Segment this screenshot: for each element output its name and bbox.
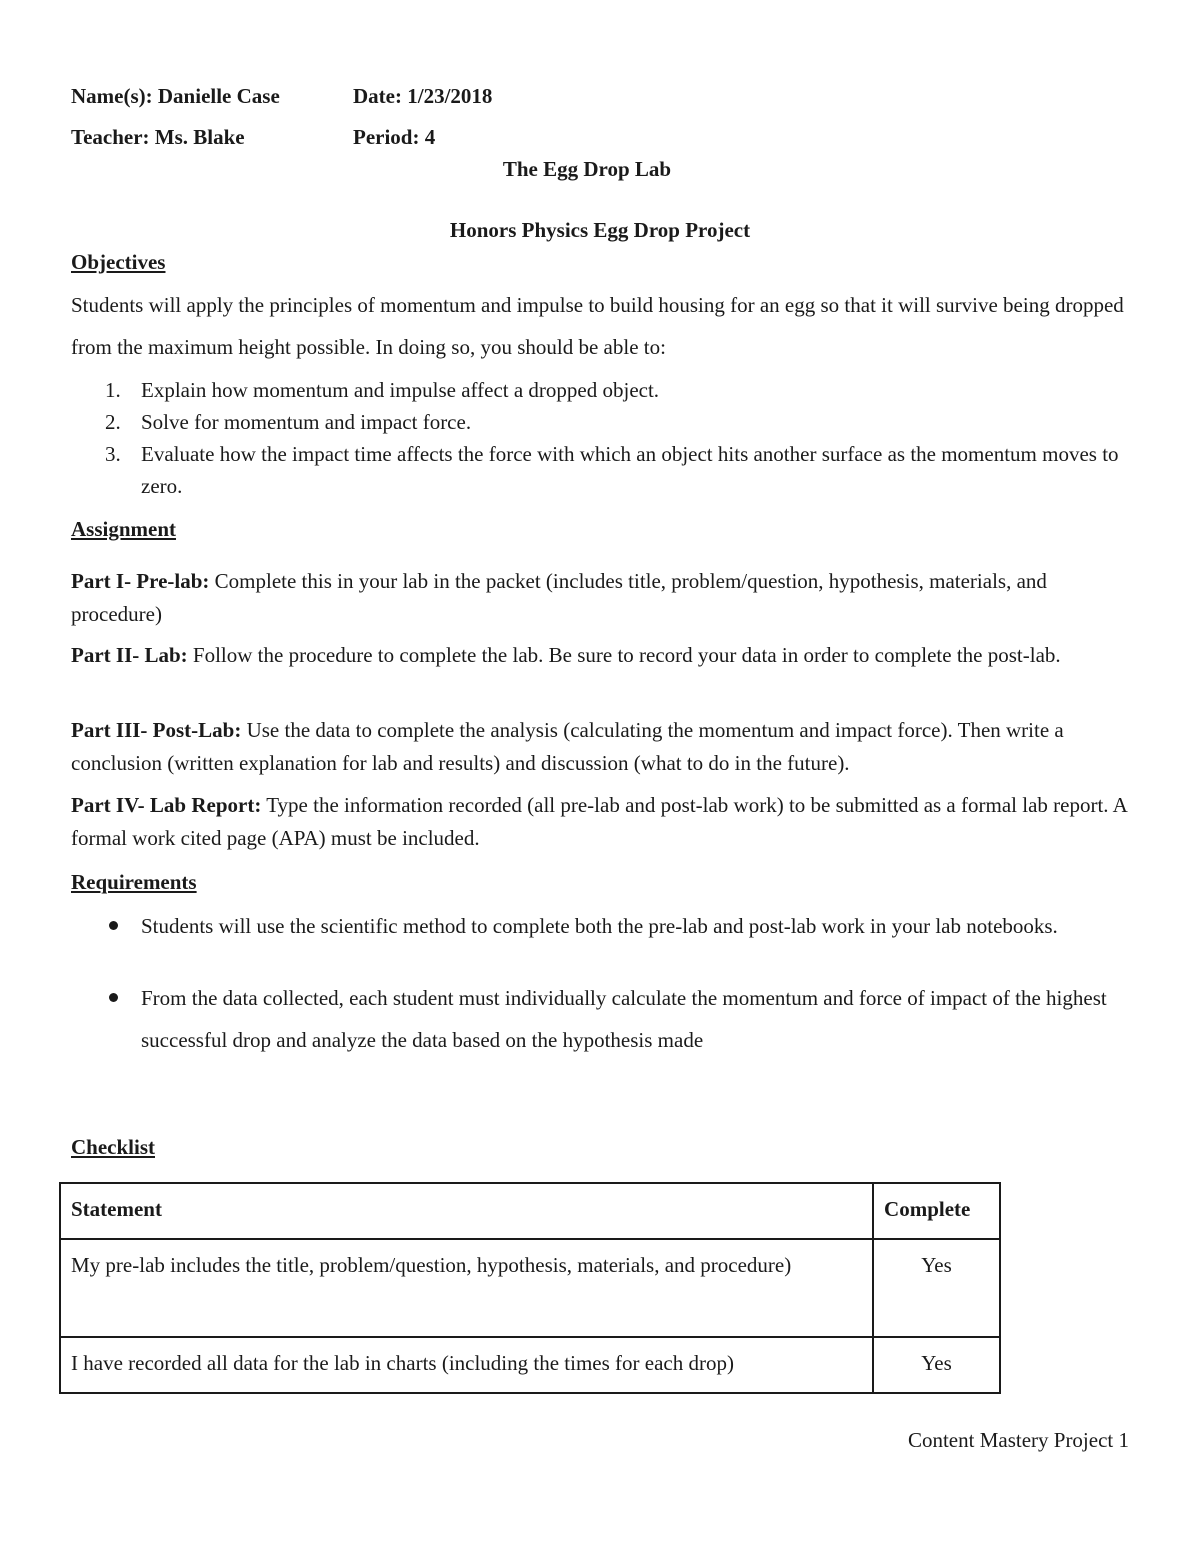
page-subtitle: Honors Physics Egg Drop Project xyxy=(449,218,751,242)
teacher-line xyxy=(71,125,245,150)
period-value: 4 xyxy=(424,125,436,149)
part-label: Part III- Post-Lab: xyxy=(71,718,242,742)
table-row xyxy=(60,1239,1000,1337)
objective-number: 1. xyxy=(105,378,121,402)
date-value: 1/23/2018 xyxy=(407,84,493,108)
objective-item xyxy=(71,374,1131,406)
table-row xyxy=(60,1337,1000,1393)
date-label: Date: xyxy=(353,84,402,108)
objectives-heading: Objectives xyxy=(71,250,166,274)
requirement-text: Students will use the scientific method to complete both the pre-lab and post-lab work in your lab notebooks. xyxy=(141,914,1058,938)
complete-cell: Yes xyxy=(873,1337,1000,1393)
objective-text: Solve for momentum and impact force. xyxy=(141,410,472,434)
part-text: Type the information recorded (all pre-lab and post-lab work) to be submitted as a formal lab report. A formal work cited page (APA) must be included. xyxy=(71,793,1127,850)
date-line xyxy=(353,84,492,109)
assignment-part-1 xyxy=(71,565,1141,631)
part-label: Part I- Pre-lab: xyxy=(71,569,210,593)
objectives-list xyxy=(71,374,1131,502)
teacher-value: Ms. Blake xyxy=(154,125,245,149)
statement-cell: My pre-lab includes the title, problem/question, hypothesis, materials, and procedure) xyxy=(60,1239,873,1337)
checklist-heading: Checklist xyxy=(71,1135,155,1159)
names-line xyxy=(71,84,280,109)
column-header-complete: Complete xyxy=(873,1183,1000,1239)
part-label: Part IV- Lab Report: xyxy=(71,793,262,817)
names-label: Name(s): xyxy=(71,84,153,108)
objective-text: Evaluate how the impact time affects the force with which an object hits another surface as the momentum moves to zero. xyxy=(141,442,1119,498)
requirements-list xyxy=(71,905,1141,1091)
bullet-icon xyxy=(109,993,118,1002)
part-text: Complete this in your lab in the packet (includes title, problem/question, hypothesis, materials, and procedure) xyxy=(71,569,1047,626)
assignment-part-3 xyxy=(71,714,1141,780)
column-header-statement: Statement xyxy=(60,1183,873,1239)
objective-item xyxy=(71,406,1131,438)
objective-number: 3. xyxy=(105,442,121,466)
part-label: Part II- Lab: xyxy=(71,643,188,667)
part-text: Follow the procedure to complete the lab. Be sure to record your data in order to complete the post-lab. xyxy=(187,643,1061,667)
teacher-label: Teacher: xyxy=(71,125,150,149)
bullet-icon xyxy=(109,921,118,930)
requirement-item xyxy=(71,977,1141,1061)
table-header-row xyxy=(60,1183,1000,1239)
statement-cell: I have recorded all data for the lab in charts (including the times for each drop) xyxy=(60,1337,873,1393)
assignment-part-2 xyxy=(71,639,1141,672)
objective-item xyxy=(71,438,1131,502)
part-text: Use the data to complete the analysis (calculating the momentum and impact force). Then write a conclusion (written explanation for lab and results) and discussion (what to do in the future). xyxy=(71,718,1064,775)
checklist-table xyxy=(59,1182,1001,1394)
complete-cell: Yes xyxy=(873,1239,1000,1337)
objective-number: 2. xyxy=(105,410,121,434)
objective-text: Explain how momentum and impulse affect a dropped object. xyxy=(141,378,660,402)
names-value: Danielle Case xyxy=(157,84,280,108)
requirement-item xyxy=(71,905,1141,947)
requirements-heading: Requirements xyxy=(71,870,197,894)
assignment-part-4 xyxy=(71,789,1141,855)
page-title: The Egg Drop Lab xyxy=(502,157,672,181)
requirement-text: From the data collected, each student must individually calculate the momentum and force of impact of the highest successful drop and analyze the data based on the hypothesis made xyxy=(141,986,1107,1052)
objectives-intro: Students will apply the principles of momentum and impulse to build housing for an egg so that it will survive being dropped from the maximum height possible. In doing so, you should be able to: xyxy=(71,293,1124,359)
page-footer: Content Mastery Project 1 xyxy=(907,1428,1129,1452)
period-label: Period: xyxy=(353,125,420,149)
period-line xyxy=(353,125,435,150)
assignment-heading: Assignment xyxy=(71,517,177,541)
